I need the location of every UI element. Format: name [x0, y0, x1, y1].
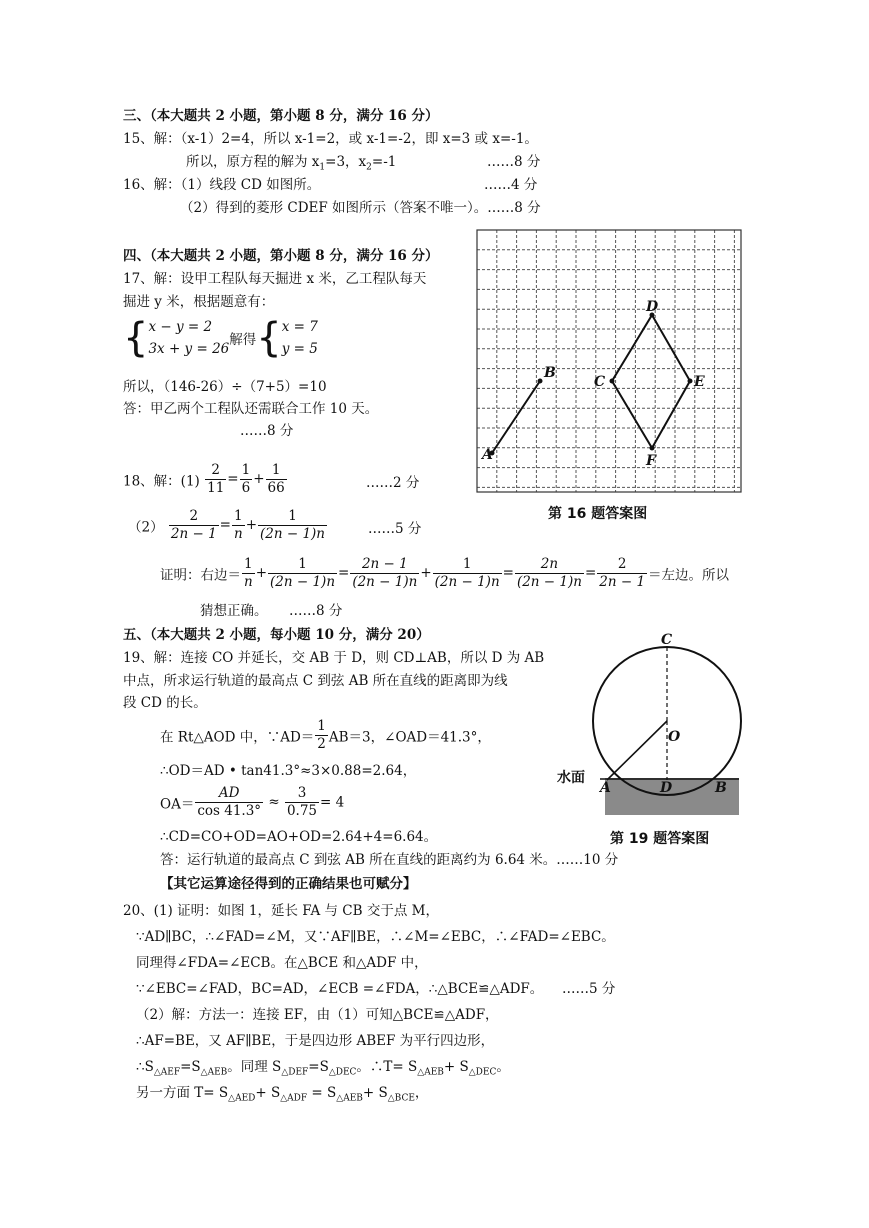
figure-19-circle: [555, 632, 745, 822]
fig19-label-c: C: [661, 632, 673, 648]
q16-score1: ……4 分: [484, 177, 538, 193]
q18-score2: ……5 分: [368, 521, 422, 537]
q19-line2: 中点，所求运行轨道的最高点 C 到弦 AB 所在直线的距离即为线: [123, 673, 508, 689]
q20-line3: 同理得∠FDA=∠ECB。在△BCE 和△ADF 中，: [136, 955, 428, 971]
q15-line2: 所以，原方程的解为 $x_1=3$，$x_2=-1$: [186, 154, 397, 173]
fig19-label-d: D: [660, 780, 673, 796]
fig19-label-a: A: [600, 780, 611, 796]
fig19-water-label: 水面: [557, 770, 585, 786]
q15-score: ……8 分: [487, 154, 541, 170]
q17-score: ……8 分: [240, 423, 294, 439]
fig19-label-o: O: [668, 729, 681, 745]
q18-proof-tail: 猜想正确。 ……8 分: [200, 603, 343, 619]
q17-equation-system: { x − y = 2 3x + y = 26 解得{ x = 7 y = 5: [123, 315, 318, 361]
q20-line4: ∵∠EBC=∠FAD，BC=AD，∠ECB =∠FDA，∴△BCE≌△ADF。: [136, 981, 544, 997]
q17-line3: 所以，（146-26）÷（7+5）=10: [123, 379, 327, 395]
fig16-label-c: C: [594, 374, 606, 390]
q20-score: ……5 分: [562, 981, 616, 997]
q20-line5: （2）解：方法一：连接 EF，由（1）可知△BCE≌△ADF，: [136, 1007, 499, 1023]
fig16-label-d: D: [646, 299, 659, 315]
q20-line7: $\therefore S_{\triangle AEF}=S_{\triangle AEB}$。同理 $S_{\triangle DEF}=S_{\triangle DEC}$。∴T= $S_{\triangle AEB}+ S_{\triangle DEC}$。: [136, 1059, 510, 1078]
fig16-label-b: B: [544, 365, 556, 381]
q19-line7: ∴CD=CO+OD=AO+OD=2.64+4=6.64。: [160, 829, 438, 845]
q18-proof: 证明：右边＝ $\frac{1}{n}$ + $\frac{1}{(2n - 1)n}$ = $\frac{2n - 1}{(2n - 1)n}$ + $\frac{1}{(2n - 1)n}$ = $\frac{2n}{(2n - 1)n}$ = $\frac{2}{2n - 1}$ ＝左边。所以: [160, 556, 730, 590]
fig16-label-a: A: [482, 447, 493, 463]
q20-line2: ∵AD∥BC，∴∠FAD=∠M，又∵AF∥BE，∴∠M=∠EBC，∴∠FAD=∠EBC。: [136, 929, 615, 945]
q15-line1: 15、解：（x-1）2=4，所以 x-1=2，或 x-1=-2，即 x=3 或 x=-1。: [123, 131, 538, 147]
q19-line6: OA＝ $\frac{AD}{\cos 41.3^\circ}$ ≈ $\frac{3}{0.75}$ = 4: [160, 785, 345, 819]
q17-line1: 17、解：设甲工程队每天掘进 x 米，乙工程队每天: [123, 271, 427, 287]
fig16-label-e: E: [694, 374, 705, 390]
fig16-label-f: F: [646, 453, 656, 469]
segment-ab: [492, 381, 540, 453]
figure-16-grid: [470, 225, 745, 497]
q19-note: 【其它运算途径得到的正确结果也可赋分】: [160, 876, 417, 892]
q18-score1: ……2 分: [366, 475, 420, 491]
q20-line6: ∴AF=BE，又 AF∥BE，于是四边形 ABEF 为平行四边形，: [136, 1033, 495, 1049]
q20-line1: 20、(1) 证明：如图 1，延长 FA 与 CB 交于点 M，: [123, 903, 439, 919]
fig19-label-b: B: [715, 780, 727, 796]
q17-answer: 答：甲乙两个工程队还需联合工作 10 天。: [123, 401, 379, 417]
q19-line4: 在 Rt△AOD 中，∵AD＝ $\frac{1}{2}$ AB＝3，∠OAD＝41.3°，: [160, 718, 491, 752]
figure-16-caption: 第 16 题答案图: [548, 506, 648, 522]
q17-line2: 掘进 y 米，根据题意有：: [123, 294, 275, 310]
q18-part1: 18、解：(1) $\frac{2}{11}$ = $\frac{1}{6}$ + $\frac{1}{66}$: [123, 462, 285, 496]
q18-part2: （2） $\frac{2}{2n - 1}$ = $\frac{1}{n}$ + $\frac{1}{(2n - 1)n}$: [128, 508, 325, 542]
q19-line3: 段 CD 的长。: [123, 695, 207, 711]
section-4-title: 四、（本大题共 2 小题，第小题 8 分，满分 16 分）: [123, 248, 439, 264]
q16-line1: 16、解：（1）线段 CD 如图所。: [123, 177, 321, 193]
q19-line1: 19、解：连接 CO 并延长，交 AB 于 D，则 CD⊥AB，所以 D 为 AB: [123, 650, 545, 666]
section-5-title: 五、（本大题共 2 小题，每小题 10 分，满分 20）: [123, 627, 430, 643]
q16-line2: （2）得到的菱形 CDEF 如图所示（答案不唯一）。……8 分: [180, 200, 541, 216]
section-3-title: 三、（本大题共 2 小题，第小题 8 分，满分 16 分）: [123, 108, 439, 124]
q19-line5: ∴OD＝AD • tan41.3°≈3×0.88=2.64，: [160, 763, 417, 779]
q19-answer: 答：运行轨道的最高点 C 到弦 AB 所在直线的距离约为 6.64 米。……10 分: [160, 852, 619, 868]
figure-19-caption: 第 19 题答案图: [610, 831, 710, 847]
q20-line8: 另一方面 $T= S_{\triangle AED}+ S_{\triangle ADF} = S_{\triangle AEB}+ S_{\triangle BCE}$，: [136, 1085, 429, 1104]
